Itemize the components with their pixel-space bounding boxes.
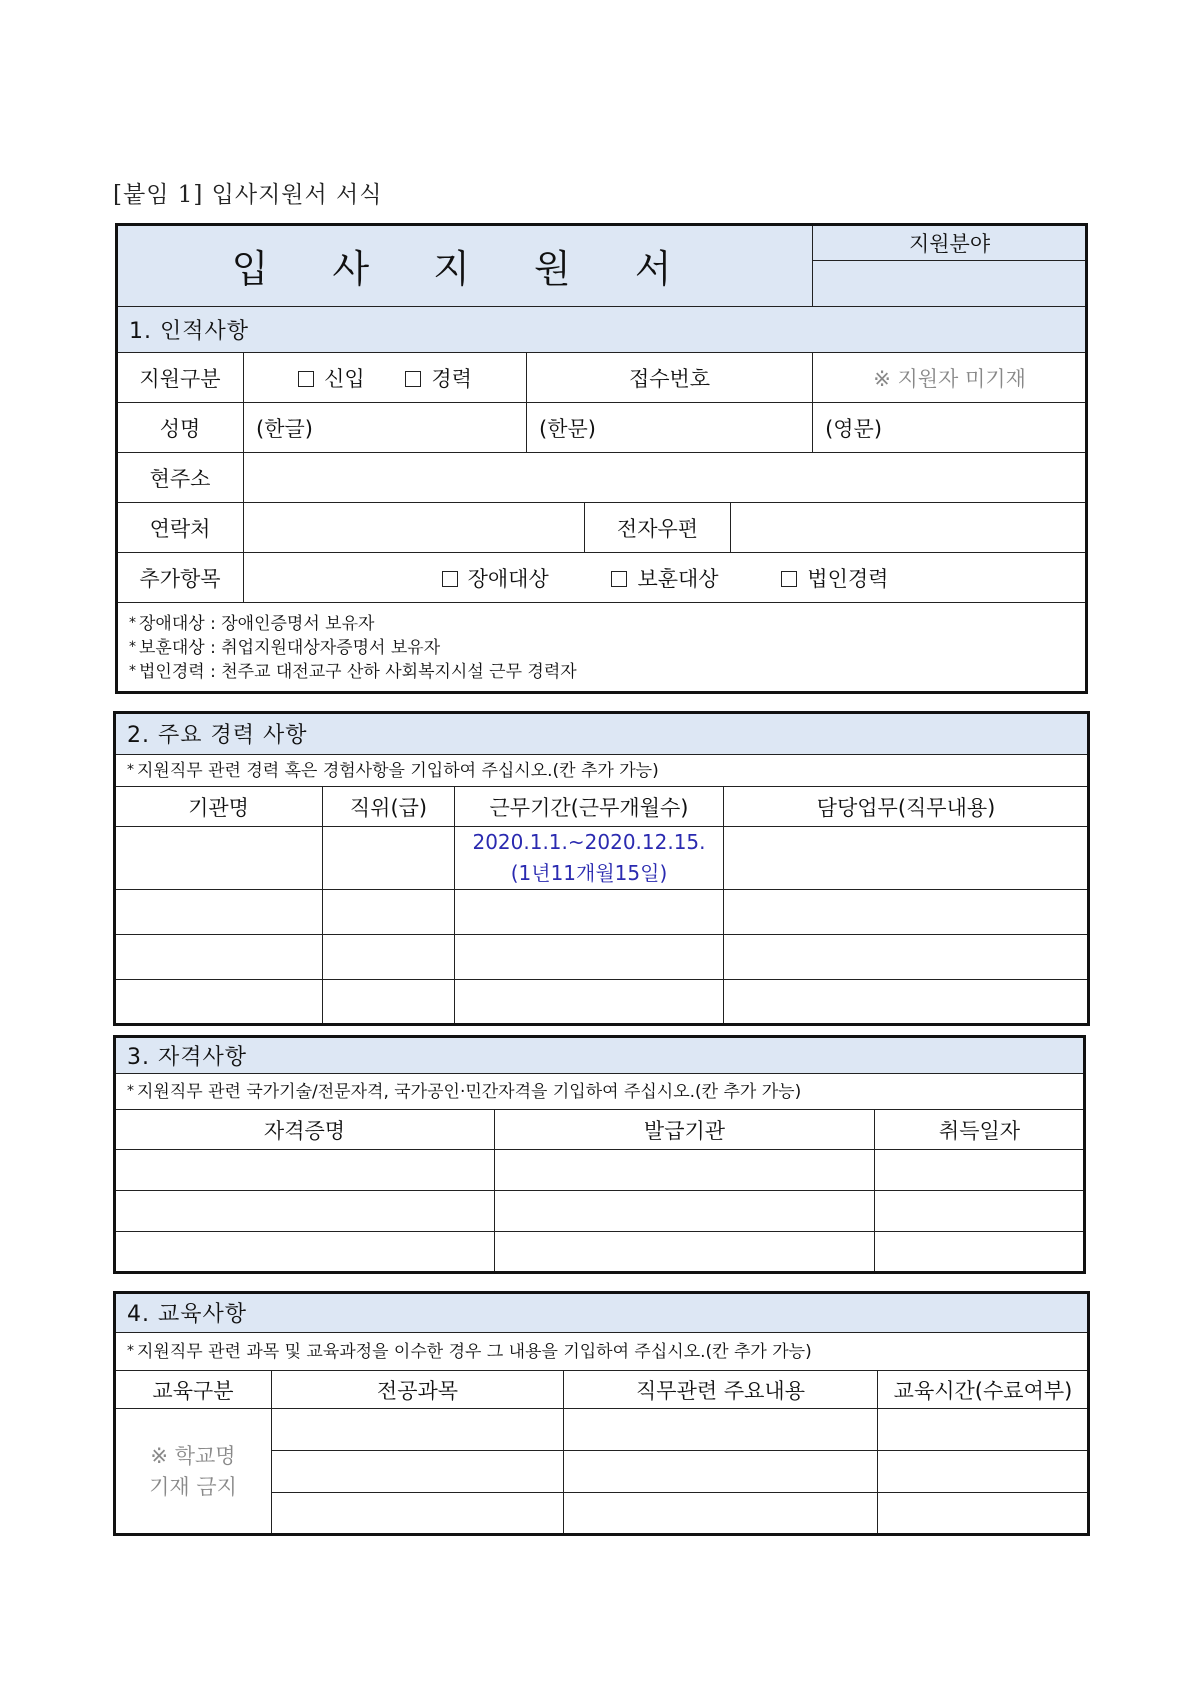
- extra-options: [244, 553, 1087, 603]
- table-row: [115, 1232, 1085, 1273]
- table-cell[interactable]: [455, 935, 724, 980]
- table-cell[interactable]: [875, 1232, 1085, 1273]
- column-header: 전공과목: [272, 1371, 564, 1409]
- table-row: [115, 980, 1089, 1025]
- table-cell[interactable]: [724, 980, 1089, 1025]
- receipt-no-label: 접수번호: [527, 353, 813, 403]
- address-field[interactable]: [244, 453, 1087, 503]
- table-cell[interactable]: [878, 1409, 1089, 1451]
- checkbox-icon: [781, 571, 797, 587]
- checkbox-disability[interactable]: 장애대상: [442, 563, 549, 593]
- school-note: ※ 학교명 기재 금지: [115, 1409, 272, 1535]
- apply-type-label: 지원구분: [117, 353, 244, 403]
- section-title: 4. 교육사항: [115, 1293, 1089, 1333]
- table-cell[interactable]: [564, 1451, 878, 1493]
- checkbox-icon: [298, 371, 314, 387]
- checkbox-icon: [405, 371, 421, 387]
- table-cell[interactable]: [323, 890, 455, 935]
- table-cell[interactable]: [115, 1191, 495, 1232]
- example-period[interactable]: 2020.1.1.~2020.12.15. (1년11개월15일): [455, 827, 724, 890]
- table-cell[interactable]: [724, 935, 1089, 980]
- table-cell[interactable]: [495, 1191, 875, 1232]
- table-cell[interactable]: [115, 1150, 495, 1191]
- extra-label: 추가항목: [117, 553, 244, 603]
- column-header: 담당업무(직무내용): [724, 787, 1089, 827]
- checkbox-icon: [611, 571, 627, 587]
- table-cell[interactable]: [115, 980, 323, 1025]
- receipt-no-note: ※ 지원자 미기재: [813, 353, 1087, 403]
- note-line: * 장애대상 : 장애인증명서 보유자: [129, 613, 375, 634]
- field-label: 지원분야: [813, 225, 1087, 261]
- name-label: 성명: [117, 403, 244, 453]
- table-cell[interactable]: [115, 1232, 495, 1273]
- address-label: 현주소: [117, 453, 244, 503]
- table-cell[interactable]: [564, 1493, 878, 1535]
- table-cell[interactable]: [115, 935, 323, 980]
- table-cell[interactable]: [495, 1150, 875, 1191]
- column-header: 자격증명: [115, 1110, 495, 1150]
- table-cell[interactable]: [564, 1409, 878, 1451]
- section-title: 3. 자격사항: [115, 1037, 1085, 1074]
- column-header: 직위(급): [323, 787, 455, 827]
- checkbox-corp-career[interactable]: 법인경력: [781, 563, 888, 593]
- section-title: 1. 인적사항: [117, 307, 1087, 353]
- education-table: [114, 1292, 1089, 1535]
- checkbox-experienced[interactable]: 경력: [405, 363, 472, 393]
- table-cell[interactable]: [875, 1150, 1085, 1191]
- column-header: 기관명: [115, 787, 323, 827]
- table-cell[interactable]: [724, 890, 1089, 935]
- table-row: [115, 827, 1089, 890]
- checkbox-veteran[interactable]: 보훈대상: [611, 563, 718, 593]
- table-cell[interactable]: [878, 1451, 1089, 1493]
- column-header: 근무기간(근무개월수): [455, 787, 724, 827]
- column-header: 직무관련 주요내용: [564, 1371, 878, 1409]
- contact-field[interactable]: [244, 503, 585, 553]
- attachment-label: [붙임 1] 입사지원서 서식: [113, 182, 383, 208]
- name-korean-field[interactable]: (한글): [244, 403, 527, 453]
- table-cell[interactable]: [724, 827, 1089, 890]
- table-cell[interactable]: [115, 890, 323, 935]
- table-cell[interactable]: [323, 935, 455, 980]
- email-field[interactable]: [731, 503, 1087, 553]
- note-line: * 보훈대상 : 취업지원대상자증명서 보유자: [129, 637, 441, 658]
- extra-notes: [117, 603, 1087, 693]
- table-cell[interactable]: [323, 827, 455, 890]
- name-english-field[interactable]: (영문): [813, 403, 1087, 453]
- contact-label: 연락처: [117, 503, 244, 553]
- career-table: [114, 712, 1089, 1025]
- table-row: [115, 1409, 1089, 1451]
- table-row: [115, 935, 1089, 980]
- checkbox-icon: [442, 571, 458, 587]
- table-row: [115, 890, 1089, 935]
- table-cell[interactable]: [272, 1451, 564, 1493]
- name-hanja-field[interactable]: (한문): [527, 403, 813, 453]
- table-cell[interactable]: [495, 1232, 875, 1273]
- apply-type-options: [244, 353, 527, 403]
- table-row: [115, 1191, 1085, 1232]
- column-header: 교육시간(수료여부): [878, 1371, 1089, 1409]
- checkbox-new[interactable]: 신입: [298, 363, 365, 393]
- table-cell[interactable]: [323, 980, 455, 1025]
- note-line: * 법인경력 : 천주교 대전교구 산하 사회복지시설 근무 경력자: [129, 661, 577, 682]
- table-cell[interactable]: [455, 890, 724, 935]
- table-cell[interactable]: [272, 1409, 564, 1451]
- column-header: 취득일자: [875, 1110, 1085, 1150]
- section-title: 2. 주요 경력 사항: [115, 713, 1089, 755]
- table-cell[interactable]: [878, 1493, 1089, 1535]
- section-note: * 지원직무 관련 경력 혹은 경험사항을 기입하여 주십시오.(칸 추가 가능): [115, 755, 1089, 787]
- table-cell[interactable]: [272, 1493, 564, 1535]
- section-note: * 지원직무 관련 과목 및 교육과정을 이수한 경우 그 내용을 기입하여 주십시오.(칸 추가 가능): [115, 1333, 1089, 1371]
- certification-table: [114, 1036, 1085, 1273]
- column-header: 발급기관: [495, 1110, 875, 1150]
- form-title: 입 사 지 원 서: [117, 225, 813, 307]
- personal-info-table: [116, 224, 1087, 693]
- field-input[interactable]: [813, 261, 1087, 307]
- email-label: 전자우편: [585, 503, 731, 553]
- table-cell[interactable]: [115, 827, 323, 890]
- column-header: 교육구분: [115, 1371, 272, 1409]
- table-row: [115, 1150, 1085, 1191]
- table-cell[interactable]: [455, 980, 724, 1025]
- table-cell[interactable]: [875, 1191, 1085, 1232]
- section-note: * 지원직무 관련 국가기술/전문자격, 국가공인·민간자격을 기입하여 주십시오.(칸 추가 가능): [115, 1074, 1085, 1110]
